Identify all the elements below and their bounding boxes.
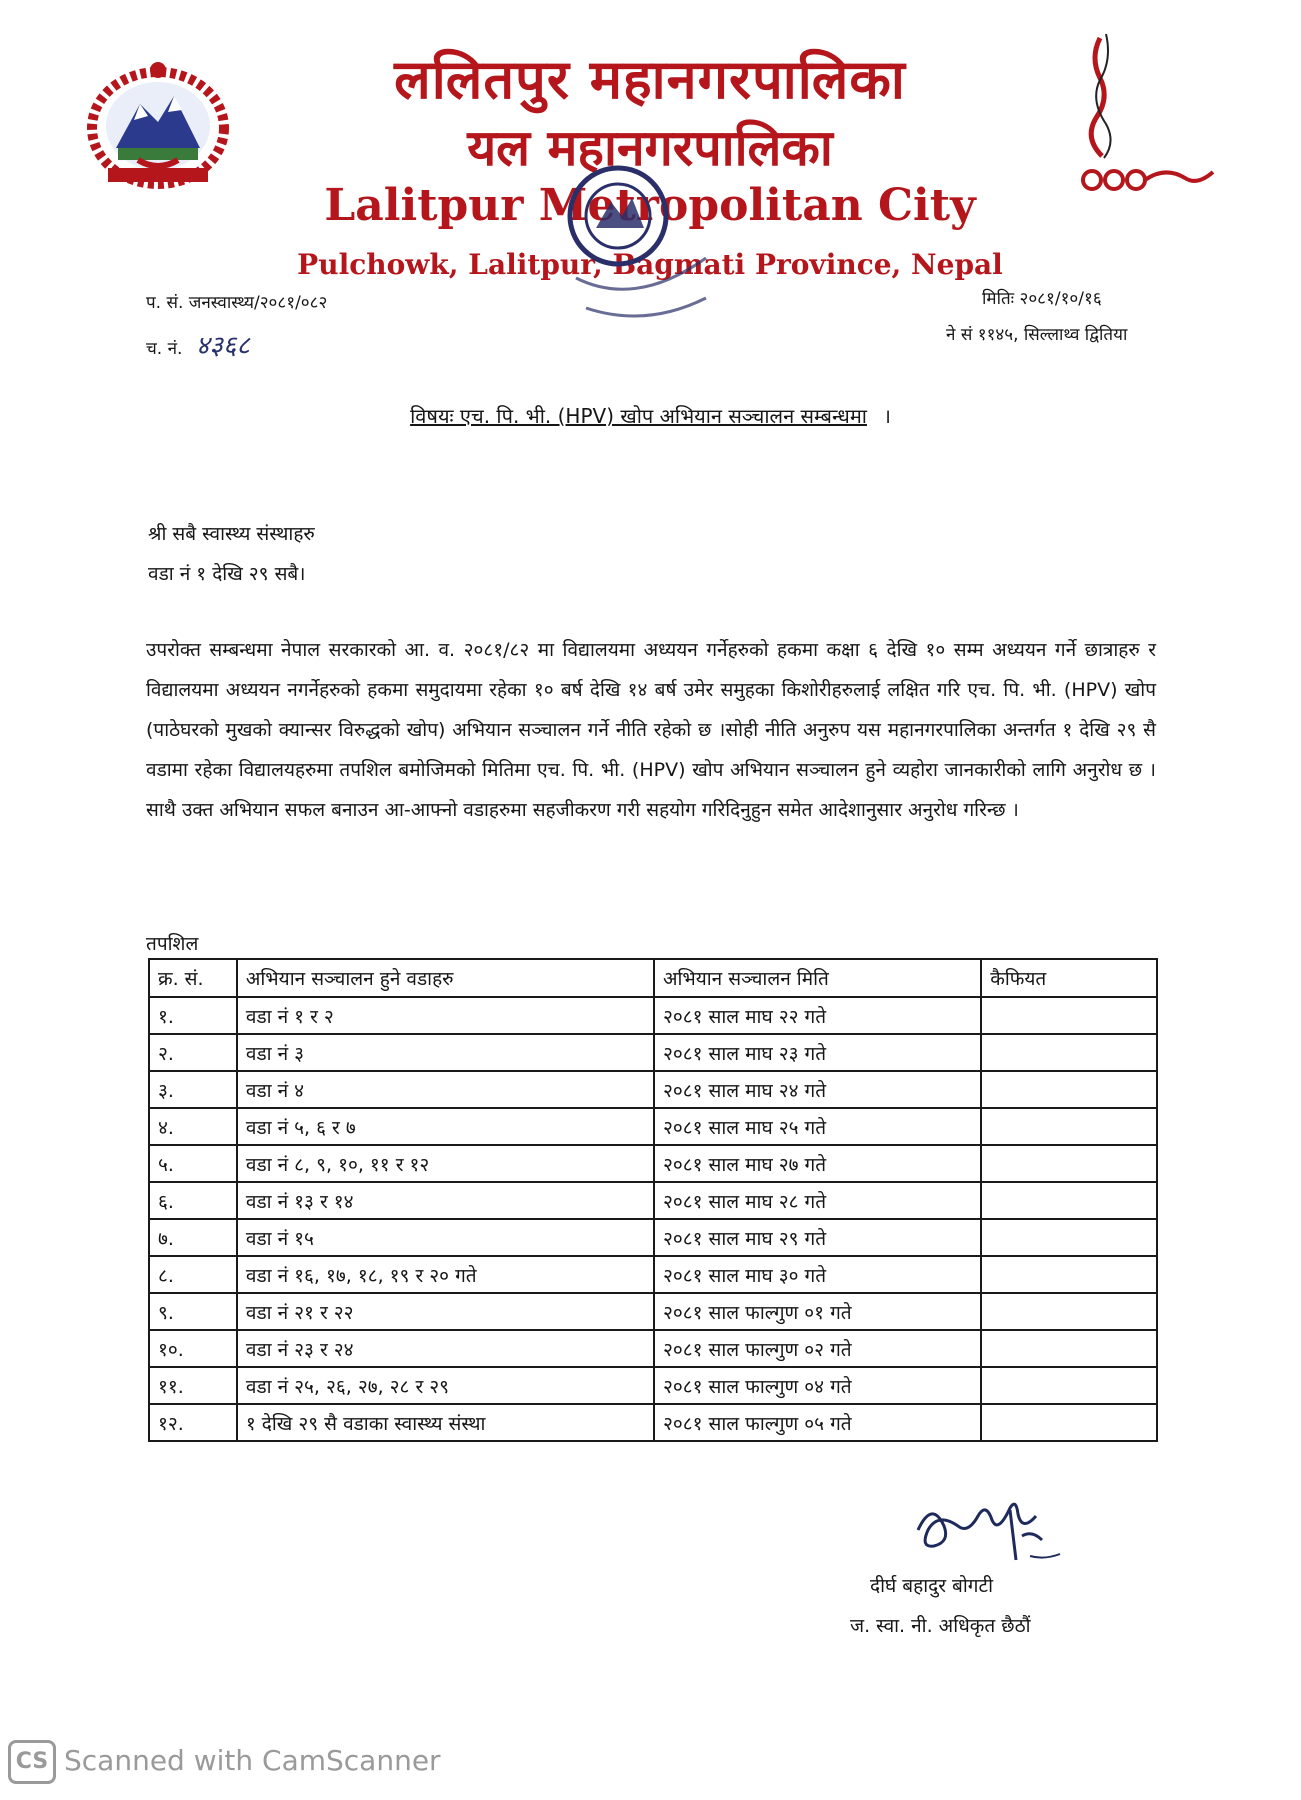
reference-number: प. सं. जनस्वास्थ्य/२०८१/०८२ [146,293,328,313]
camscanner-logo-icon: CS [8,1740,56,1784]
cell-remarks [981,1330,1157,1367]
cell-remarks [981,1071,1157,1108]
cell-date: २०८१ साल माघ २८ गते [654,1182,981,1219]
cell-wards: वडा नं १६, १७, १८, १९ र २० गते [237,1256,654,1293]
nepal-emblem-icon [78,56,238,196]
cell-date: २०८१ साल माघ २५ गते [654,1108,981,1145]
header-date: अभियान सञ्चालन मिति [654,959,981,997]
signatory-name: दीर्घ बहादुर बोगटी [870,1575,994,1597]
subject-text: विषयः एच. पि. भी. (HPV) खोप अभियान सञ्चालन सम्बन्धमा [410,404,867,428]
cell-remarks [981,1182,1157,1219]
subject-line [0,402,1301,429]
scanner-watermark-text: Scanned with CamScanner [64,1744,441,1777]
cell-serial: १२. [149,1404,237,1441]
header-serial: क्र. सं. [149,959,237,997]
addressee-line-1: श्री सबै स्वास्थ्य संस्थाहरु [148,523,315,545]
subject-end: । [883,404,891,428]
cell-date: २०८१ साल फाल्गुण ०२ गते [654,1330,981,1367]
table-caption: तपशिल [146,933,199,955]
signatory-designation: ज. स्वा. नी. अधिकृत छैठौं [850,1615,1031,1637]
cell-wards: वडा नं ५, ६ र ७ [237,1108,654,1145]
table-row [149,1256,1157,1293]
cell-remarks [981,1108,1157,1145]
cell-date: २०८१ साल फाल्गुण ०४ गते [654,1367,981,1404]
cell-remarks [981,1256,1157,1293]
cell-date: २०८१ साल माघ २७ गते [654,1145,981,1182]
cell-remarks [981,1367,1157,1404]
nepal-sambat-date: ने सं ११४५, सिल्लाथ्व द्वितिया [946,325,1128,345]
cell-date: २०८१ साल फाल्गुण ०५ गते [654,1404,981,1441]
table-header-row [149,959,1157,997]
letterhead-address: Pulchowk, Lalitpur, Bagmati Province, Nepal [297,248,1003,281]
cell-remarks [981,1034,1157,1071]
cell-date: २०८१ साल माघ २२ गते [654,997,981,1034]
cell-serial: ७. [149,1219,237,1256]
cell-remarks [981,1293,1157,1330]
office-stamp-icon [556,158,726,338]
letterhead-title-english: Lalitpur Metropolitan City [324,180,976,231]
cell-wards: वडा नं २५, २६, २७, २८ र २९ [237,1367,654,1404]
body-paragraph: उपरोक्त सम्बन्धमा नेपाल सरकारको आ. व. २०८१/८२ मा विद्यालयमा अध्ययन गर्नेहरुको हकमा कक्षा ६ देखि १० सम्म अध्ययन गर्ने छात्राहरु र विद्यालयमा अध्ययन नगर्नेहरुको हकमा समुदायमा रहेका १० बर्ष देखि १४ बर्ष उमेर समुहका किशोरीहरुलाई लक्षित गरि एच. पि. भी. (HPV) खोप (पाठेघरको मुखको क्यान्सर विरुद्धको खोप) अभियान सञ्चालन गर्ने नीति रहेको छ ।सोही नीति अनुरुप यस महानगरपालिका अन्तर्गत १ देखि २९ सै वडामा रहेका विद्यालयहरुमा तपशिल बमोजिमको मितिमा एच. पि. भी. (HPV) खोप अभियान सञ्चालन हुने व्यहोरा जानकारीको लागि अनुरोध छ ।साथै उक्त अभियान सफल बनाउन आ-आफ्नो वडाहरुमा सहजीकरण गरी सहयोग गरिदिनुहुन समेत आदेशानुसार अनुरोध गरिन्छ । [146,639,1156,821]
addressee-line-2: वडा नं १ देखि २९ सबै। [148,563,306,585]
handwritten-signature-icon [910,1490,1070,1570]
header-remarks: कैफियत [981,959,1157,997]
table-row [149,1367,1157,1404]
table-row [149,1182,1157,1219]
table-row [149,997,1157,1034]
table-row [149,1293,1157,1330]
schedule-table [148,958,1158,1442]
cell-serial: ३. [149,1071,237,1108]
dispatch-number-value: ४३६८ [195,331,250,361]
cell-remarks [981,1145,1157,1182]
cell-serial: ११. [149,1367,237,1404]
cell-serial: १. [149,997,237,1034]
cell-serial: ९. [149,1293,237,1330]
table-row [149,1034,1157,1071]
red-insignia-icon [1070,30,1220,195]
dispatch-number-label: च. नं. [146,339,183,359]
cell-date: २०८१ साल फाल्गुण ०१ गते [654,1293,981,1330]
cell-wards: वडा नं ८, ९, १०, ११ र १२ [237,1145,654,1182]
cell-wards: वडा नं ३ [237,1034,654,1071]
table-row [149,1145,1157,1182]
cell-serial: ८. [149,1256,237,1293]
cell-date: २०८१ साल माघ २९ गते [654,1219,981,1256]
scanner-watermark [8,1740,441,1784]
letterhead-title-newari: यल महानगरपालिका [467,119,833,177]
cell-wards: वडा नं २३ र २४ [237,1330,654,1367]
table-row [149,1108,1157,1145]
cell-serial: १०. [149,1330,237,1367]
cell-wards: १ देखि २९ सै वडाका स्वास्थ्य संस्था [237,1404,654,1441]
cell-date: २०८१ साल माघ २३ गते [654,1034,981,1071]
letter-date: मितिः २०८१/१०/१६ [982,289,1102,309]
cell-remarks [981,1219,1157,1256]
cell-wards: वडा नं २१ र २२ [237,1293,654,1330]
cell-serial: ४. [149,1108,237,1145]
cell-date: २०८१ साल माघ २४ गते [654,1071,981,1108]
cell-wards: वडा नं ४ [237,1071,654,1108]
cell-remarks [981,997,1157,1034]
table-row [149,1404,1157,1441]
table-row [149,1219,1157,1256]
table-row [149,1330,1157,1367]
dispatch-number-row [146,326,250,362]
header-wards: अभियान सञ्चालन हुने वडाहरु [237,959,654,997]
cell-wards: वडा नं १ र २ [237,997,654,1034]
cell-date: २०८१ साल माघ ३० गते [654,1256,981,1293]
cell-wards: वडा नं १५ [237,1219,654,1256]
cell-serial: २. [149,1034,237,1071]
cell-wards: वडा नं १३ र १४ [237,1182,654,1219]
letterhead-title-nepali: ललितपुर महानगरपालिका [394,48,906,111]
cell-serial: ६. [149,1182,237,1219]
cell-serial: ५. [149,1145,237,1182]
cell-remarks [981,1404,1157,1441]
table-row [149,1071,1157,1108]
